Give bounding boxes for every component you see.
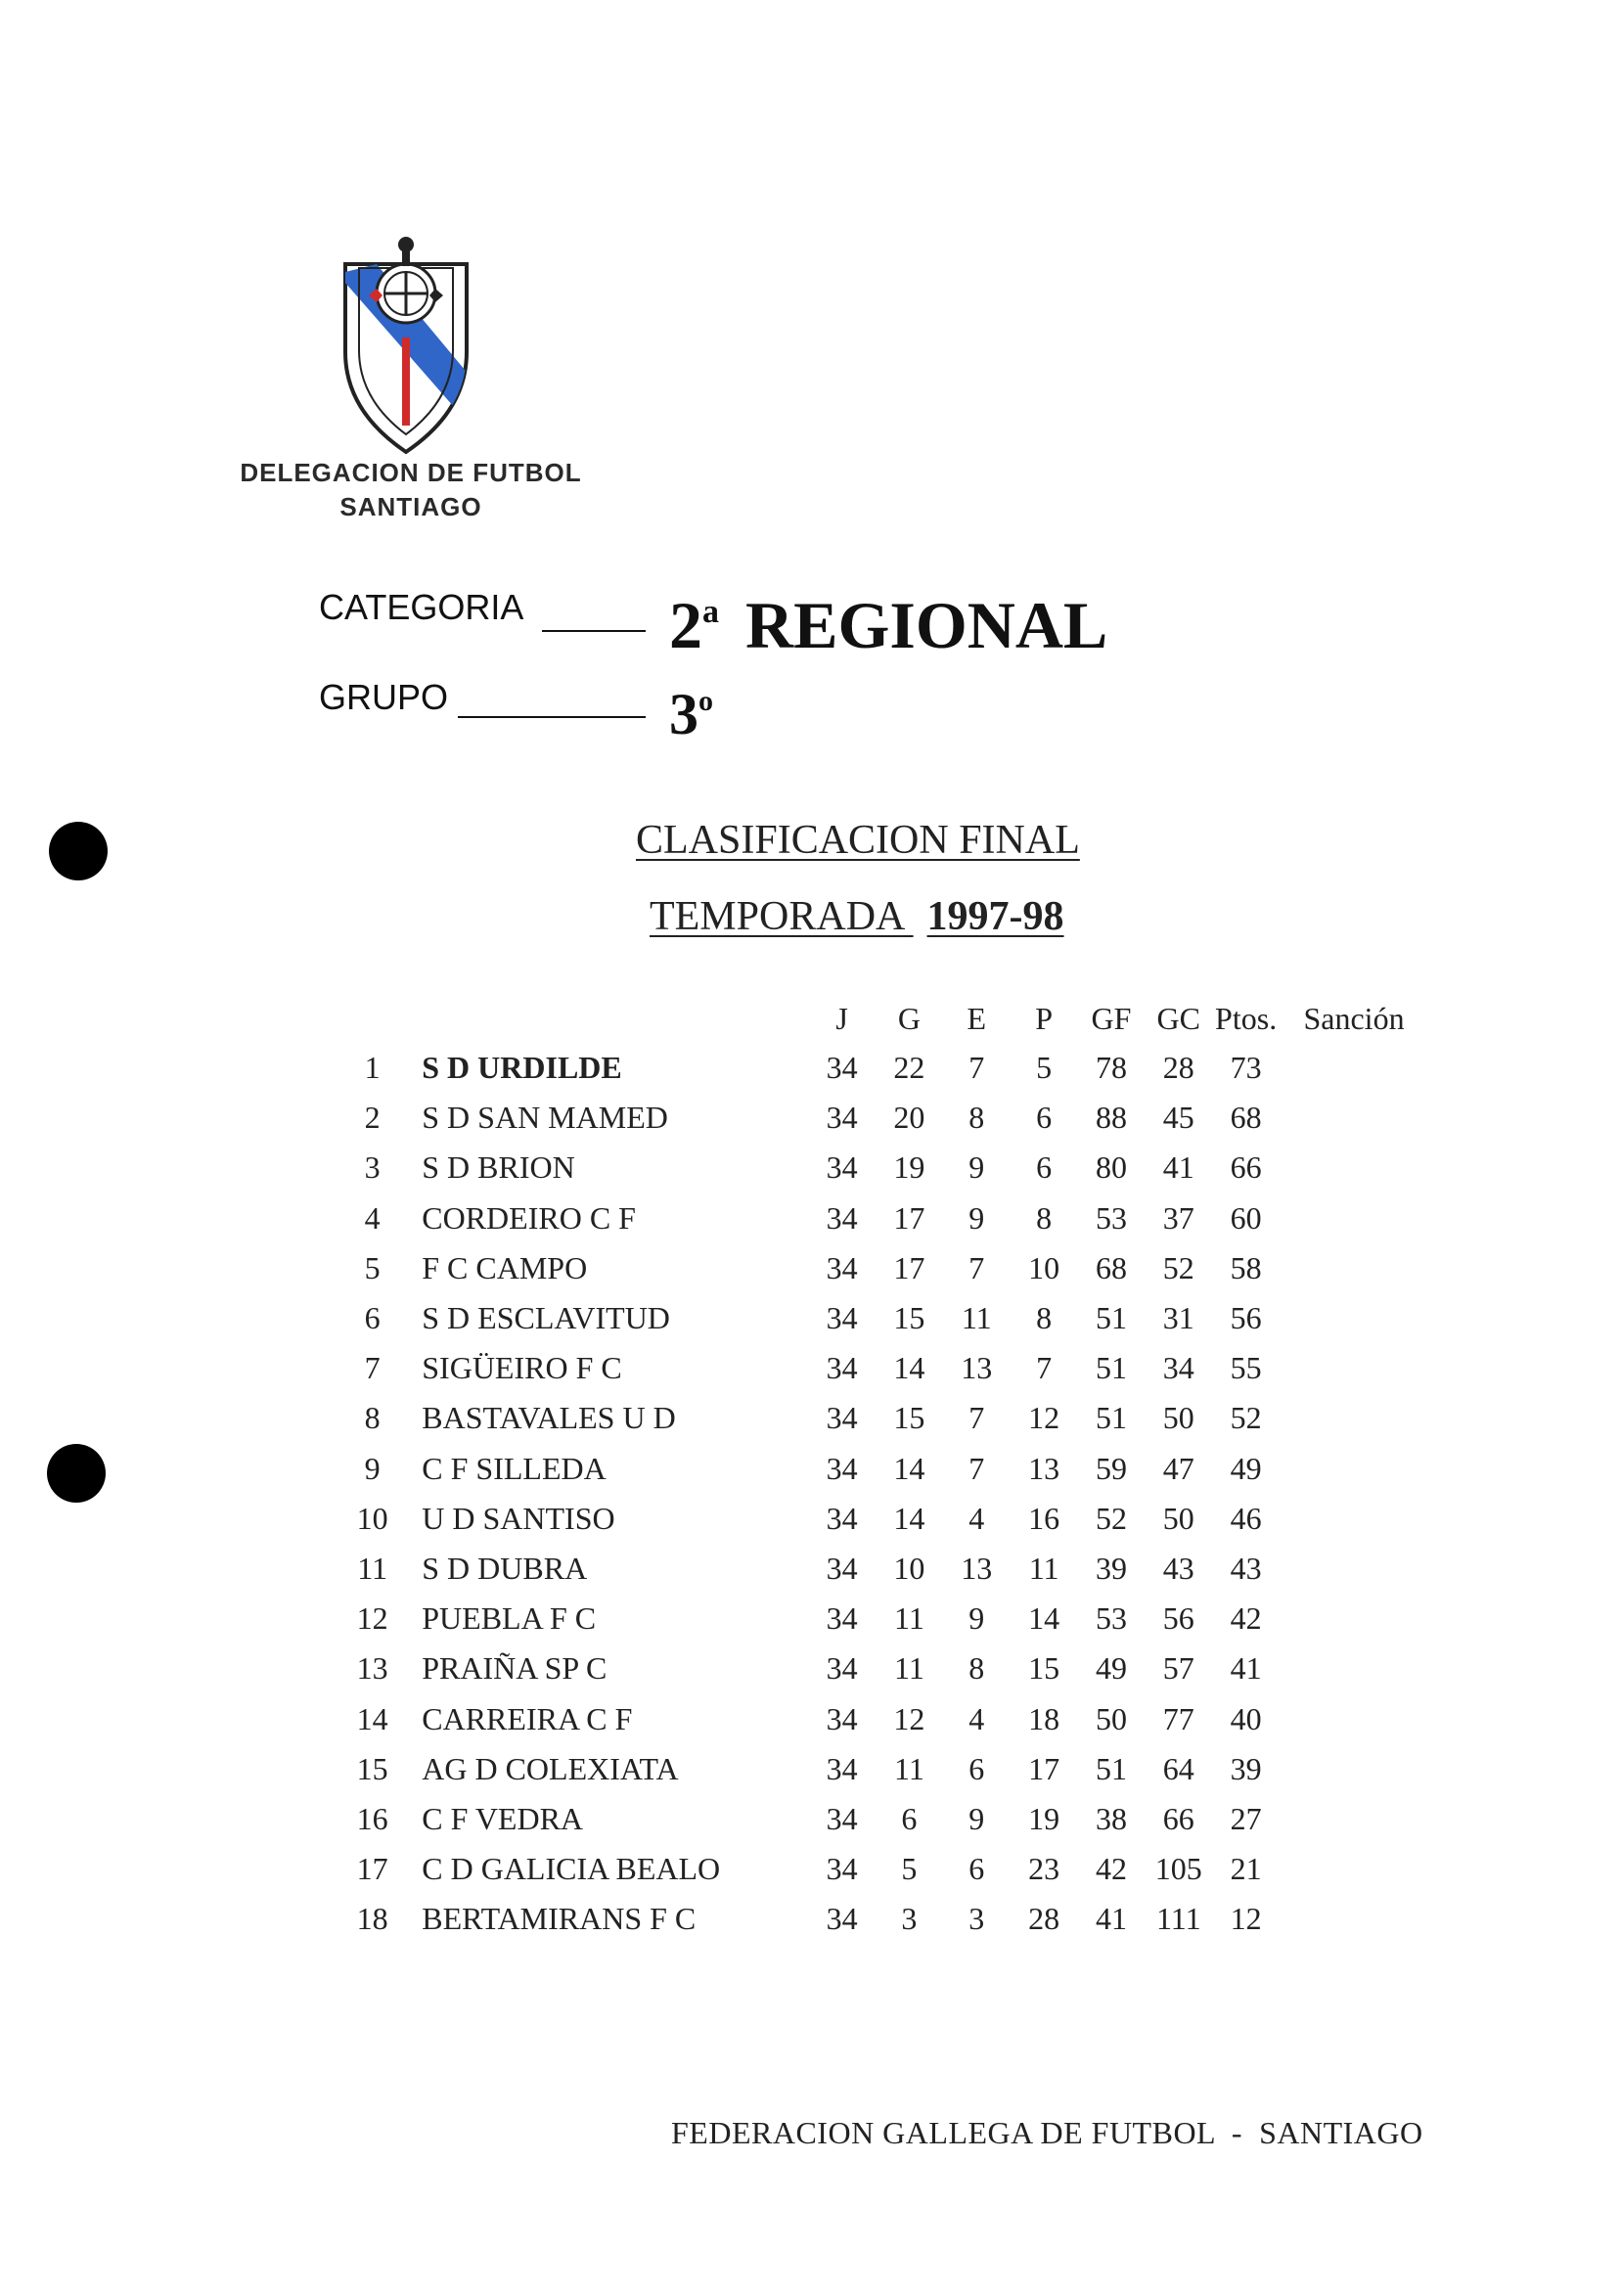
row-lost: 7 bbox=[1036, 1350, 1053, 1386]
table-row bbox=[323, 1744, 1428, 1794]
row-sanction bbox=[1280, 1894, 1428, 1944]
table-row bbox=[323, 1143, 1428, 1193]
row-drawn: 11 bbox=[961, 1300, 992, 1336]
row-position: 14 bbox=[356, 1700, 388, 1736]
row-drawn: 8 bbox=[968, 1650, 985, 1687]
row-sanction bbox=[1280, 1643, 1428, 1693]
group-label: GRUPO bbox=[319, 677, 449, 717]
row-sanction bbox=[1280, 1143, 1428, 1193]
row-team: CARREIRA C F bbox=[422, 1700, 633, 1736]
row-drawn: 9 bbox=[968, 1800, 985, 1836]
row-goals-for: 59 bbox=[1095, 1450, 1127, 1486]
row-lost: 17 bbox=[1028, 1750, 1060, 1786]
row-team: S D SAN MAMED bbox=[422, 1100, 668, 1136]
row-goals-for: 68 bbox=[1095, 1249, 1127, 1285]
row-lost: 14 bbox=[1028, 1600, 1060, 1637]
row-played: 34 bbox=[826, 1450, 858, 1486]
row-sanction bbox=[1280, 1544, 1428, 1594]
row-sanction bbox=[1280, 1844, 1428, 1894]
row-drawn: 6 bbox=[968, 1851, 985, 1887]
row-played: 34 bbox=[826, 1800, 858, 1836]
col-sanction: Sanción bbox=[1303, 1000, 1405, 1036]
row-drawn: 8 bbox=[968, 1100, 985, 1136]
row-drawn: 7 bbox=[968, 1400, 985, 1436]
row-points: 40 bbox=[1230, 1700, 1262, 1736]
row-sanction bbox=[1280, 1343, 1428, 1393]
row-position: 10 bbox=[356, 1500, 388, 1536]
row-won: 22 bbox=[893, 1050, 925, 1086]
row-goals-for: 51 bbox=[1095, 1400, 1127, 1436]
row-goals-for: 78 bbox=[1095, 1050, 1127, 1086]
row-goals-for: 53 bbox=[1095, 1600, 1127, 1637]
row-team: S D ESCLAVITUD bbox=[422, 1300, 670, 1336]
category-ordinal: a bbox=[702, 594, 719, 630]
table-row bbox=[323, 1494, 1428, 1544]
row-played: 34 bbox=[826, 1249, 858, 1285]
table-row bbox=[323, 1544, 1428, 1594]
row-goals-for: 88 bbox=[1095, 1100, 1127, 1136]
row-lost: 18 bbox=[1028, 1700, 1060, 1736]
row-goals-against: 57 bbox=[1162, 1650, 1194, 1687]
row-team: U D SANTISO bbox=[422, 1500, 615, 1536]
category-underline bbox=[542, 630, 646, 632]
row-goals-against: 31 bbox=[1162, 1300, 1194, 1336]
row-won: 12 bbox=[893, 1700, 925, 1736]
row-played: 34 bbox=[826, 1100, 858, 1136]
row-played: 34 bbox=[826, 1199, 858, 1236]
row-played: 34 bbox=[826, 1300, 858, 1336]
row-team: AG D COLEXIATA bbox=[422, 1750, 679, 1786]
row-drawn: 13 bbox=[961, 1350, 993, 1386]
row-position: 1 bbox=[364, 1050, 381, 1086]
row-position: 3 bbox=[364, 1149, 381, 1186]
group-underline bbox=[458, 716, 646, 718]
row-played: 34 bbox=[826, 1750, 858, 1786]
table-row bbox=[323, 1343, 1428, 1393]
row-won: 3 bbox=[901, 1901, 918, 1937]
row-points: 49 bbox=[1230, 1450, 1262, 1486]
row-points: 68 bbox=[1230, 1100, 1262, 1136]
row-position: 4 bbox=[364, 1199, 381, 1236]
row-position: 2 bbox=[364, 1100, 381, 1136]
row-goals-against: 43 bbox=[1162, 1550, 1194, 1586]
row-goals-against: 41 bbox=[1162, 1149, 1194, 1186]
row-goals-for: 53 bbox=[1095, 1199, 1127, 1236]
row-sanction bbox=[1280, 1794, 1428, 1844]
organization-city: SANTIAGO bbox=[339, 492, 482, 521]
table-row bbox=[323, 1293, 1428, 1343]
row-goals-against: 37 bbox=[1162, 1199, 1194, 1236]
row-lost: 16 bbox=[1028, 1500, 1060, 1536]
row-lost: 23 bbox=[1028, 1851, 1060, 1887]
row-position: 11 bbox=[357, 1550, 388, 1586]
row-goals-against: 50 bbox=[1162, 1500, 1194, 1536]
row-goals-against: 111 bbox=[1155, 1901, 1201, 1937]
row-won: 11 bbox=[894, 1750, 924, 1786]
row-sanction bbox=[1280, 1693, 1428, 1743]
row-played: 34 bbox=[826, 1350, 858, 1386]
row-goals-against: 66 bbox=[1162, 1800, 1194, 1836]
row-points: 56 bbox=[1230, 1300, 1262, 1336]
row-points: 43 bbox=[1230, 1550, 1262, 1586]
row-won: 14 bbox=[893, 1500, 925, 1536]
table-row bbox=[323, 1444, 1428, 1494]
row-goals-for: 42 bbox=[1095, 1851, 1127, 1887]
table-row bbox=[323, 1243, 1428, 1293]
row-team: PUEBLA F C bbox=[422, 1600, 597, 1637]
row-lost: 6 bbox=[1036, 1100, 1053, 1136]
row-sanction bbox=[1280, 1594, 1428, 1643]
row-goals-against: 105 bbox=[1154, 1851, 1202, 1887]
row-goals-against: 47 bbox=[1162, 1450, 1194, 1486]
row-position: 5 bbox=[364, 1249, 381, 1285]
category-text: REGIONAL bbox=[745, 588, 1108, 662]
row-lost: 8 bbox=[1036, 1199, 1053, 1236]
col-played: J bbox=[835, 1000, 848, 1036]
row-points: 42 bbox=[1230, 1600, 1262, 1637]
group-value bbox=[669, 682, 713, 746]
row-drawn: 4 bbox=[968, 1700, 985, 1736]
row-drawn: 4 bbox=[968, 1500, 985, 1536]
row-played: 34 bbox=[826, 1149, 858, 1186]
row-goals-for: 52 bbox=[1095, 1500, 1127, 1536]
col-drawn: E bbox=[967, 1000, 987, 1036]
row-won: 6 bbox=[901, 1800, 918, 1836]
row-points: 27 bbox=[1230, 1800, 1262, 1836]
row-lost: 15 bbox=[1028, 1650, 1060, 1687]
col-lost: P bbox=[1035, 1000, 1053, 1036]
punch-hole-bottom bbox=[47, 1444, 106, 1503]
col-goals-for: GF bbox=[1091, 1000, 1132, 1036]
table-row bbox=[323, 1794, 1428, 1844]
row-points: 66 bbox=[1230, 1149, 1262, 1186]
row-won: 14 bbox=[893, 1450, 925, 1486]
row-won: 15 bbox=[893, 1300, 925, 1336]
table-row bbox=[323, 1894, 1428, 1944]
group-ordinal: o bbox=[698, 685, 713, 717]
table-row bbox=[323, 1393, 1428, 1443]
row-points: 21 bbox=[1230, 1851, 1262, 1887]
row-points: 73 bbox=[1230, 1050, 1262, 1086]
standings-header-row bbox=[323, 994, 1428, 1043]
row-lost: 28 bbox=[1028, 1901, 1060, 1937]
row-sanction bbox=[1280, 1444, 1428, 1494]
row-team: S D BRION bbox=[422, 1149, 575, 1186]
row-won: 17 bbox=[893, 1199, 925, 1236]
row-team: BASTAVALES U D bbox=[422, 1400, 676, 1436]
row-team: C D GALICIA BEALO bbox=[422, 1851, 721, 1887]
row-played: 34 bbox=[826, 1500, 858, 1536]
row-goals-against: 45 bbox=[1162, 1100, 1194, 1136]
row-played: 34 bbox=[826, 1700, 858, 1736]
row-goals-for: 41 bbox=[1095, 1901, 1127, 1937]
row-sanction bbox=[1280, 1744, 1428, 1794]
table-row bbox=[323, 1093, 1428, 1143]
row-goals-for: 51 bbox=[1095, 1300, 1127, 1336]
row-won: 5 bbox=[901, 1851, 918, 1887]
col-goals-against: GC bbox=[1156, 1000, 1200, 1036]
row-position: 6 bbox=[364, 1300, 381, 1336]
table-row bbox=[323, 1844, 1428, 1894]
row-position: 17 bbox=[356, 1851, 388, 1887]
delegation-crest-icon bbox=[338, 235, 474, 455]
row-sanction bbox=[1280, 1293, 1428, 1343]
row-position: 15 bbox=[356, 1750, 388, 1786]
row-goals-for: 51 bbox=[1095, 1750, 1127, 1786]
row-sanction bbox=[1280, 1093, 1428, 1143]
row-won: 10 bbox=[893, 1550, 925, 1586]
row-drawn: 7 bbox=[968, 1249, 985, 1285]
row-points: 12 bbox=[1230, 1901, 1262, 1937]
row-position: 18 bbox=[356, 1901, 388, 1937]
row-lost: 13 bbox=[1028, 1450, 1060, 1486]
standings-title: CLASIFICACION FINAL bbox=[636, 818, 1080, 863]
row-goals-for: 38 bbox=[1095, 1800, 1127, 1836]
row-goals-for: 50 bbox=[1095, 1700, 1127, 1736]
row-won: 11 bbox=[894, 1650, 924, 1687]
table-row bbox=[323, 1643, 1428, 1693]
row-goals-against: 28 bbox=[1162, 1050, 1194, 1086]
row-lost: 12 bbox=[1028, 1400, 1060, 1436]
row-played: 34 bbox=[826, 1901, 858, 1937]
table-row bbox=[323, 1594, 1428, 1643]
row-sanction bbox=[1280, 1393, 1428, 1443]
col-team bbox=[422, 994, 808, 1043]
row-position: 13 bbox=[356, 1650, 388, 1687]
row-played: 34 bbox=[826, 1400, 858, 1436]
row-goals-against: 56 bbox=[1162, 1600, 1194, 1637]
row-sanction bbox=[1280, 1193, 1428, 1243]
row-drawn: 13 bbox=[961, 1550, 993, 1586]
row-played: 34 bbox=[826, 1600, 858, 1637]
category-label: CATEGORIA bbox=[319, 587, 524, 627]
row-won: 11 bbox=[894, 1600, 924, 1637]
row-won: 15 bbox=[893, 1400, 925, 1436]
row-points: 46 bbox=[1230, 1500, 1262, 1536]
row-goals-against: 52 bbox=[1162, 1249, 1194, 1285]
row-points: 39 bbox=[1230, 1750, 1262, 1786]
season-label: TEMPORADA bbox=[650, 894, 904, 939]
row-team: C F VEDRA bbox=[422, 1800, 584, 1836]
row-drawn: 7 bbox=[968, 1050, 985, 1086]
table-row bbox=[323, 1043, 1428, 1093]
row-team: C F SILLEDA bbox=[422, 1450, 607, 1486]
row-goals-against: 77 bbox=[1162, 1700, 1194, 1736]
row-lost: 5 bbox=[1036, 1050, 1053, 1086]
row-goals-against: 34 bbox=[1162, 1350, 1194, 1386]
category-number: 2 bbox=[669, 588, 702, 662]
row-lost: 10 bbox=[1028, 1249, 1060, 1285]
row-points: 58 bbox=[1230, 1249, 1262, 1285]
row-sanction bbox=[1280, 1494, 1428, 1544]
row-position: 8 bbox=[364, 1400, 381, 1436]
row-lost: 19 bbox=[1028, 1800, 1060, 1836]
season-value: 1997-98 bbox=[926, 894, 1064, 939]
row-position: 9 bbox=[364, 1450, 381, 1486]
row-goals-against: 64 bbox=[1162, 1750, 1194, 1786]
standings-body bbox=[323, 1043, 1428, 1944]
row-position: 7 bbox=[364, 1350, 381, 1386]
row-team: S D URDILDE bbox=[422, 1050, 622, 1086]
standings-table bbox=[323, 994, 1428, 1944]
row-drawn: 9 bbox=[968, 1149, 985, 1186]
row-played: 34 bbox=[826, 1851, 858, 1887]
row-points: 60 bbox=[1230, 1199, 1262, 1236]
row-points: 41 bbox=[1230, 1650, 1262, 1687]
row-points: 52 bbox=[1230, 1400, 1262, 1436]
row-drawn: 3 bbox=[968, 1901, 985, 1937]
row-team: CORDEIRO C F bbox=[422, 1199, 636, 1236]
row-won: 14 bbox=[893, 1350, 925, 1386]
row-goals-for: 51 bbox=[1095, 1350, 1127, 1386]
row-played: 34 bbox=[826, 1050, 858, 1086]
col-points: Ptos. bbox=[1215, 1000, 1278, 1036]
punch-hole-top bbox=[49, 822, 108, 880]
organization-name: DELEGACION DE FUTBOL bbox=[240, 458, 582, 487]
row-lost: 8 bbox=[1036, 1300, 1053, 1336]
row-points: 55 bbox=[1230, 1350, 1262, 1386]
row-team: SIGÜEIRO F C bbox=[422, 1350, 622, 1386]
row-goals-for: 49 bbox=[1095, 1650, 1127, 1687]
footer-federation: FEDERACION GALLEGA DE FUTBOL - SANTIAGO bbox=[671, 2115, 1423, 2150]
table-row bbox=[323, 1193, 1428, 1243]
row-drawn: 7 bbox=[968, 1450, 985, 1486]
row-played: 34 bbox=[826, 1650, 858, 1687]
row-drawn: 9 bbox=[968, 1199, 985, 1236]
col-won: G bbox=[897, 1000, 921, 1036]
row-position: 12 bbox=[356, 1600, 388, 1637]
row-drawn: 9 bbox=[968, 1600, 985, 1637]
table-row bbox=[323, 1693, 1428, 1743]
row-team: PRAIÑA SP C bbox=[422, 1650, 608, 1687]
row-won: 17 bbox=[893, 1249, 925, 1285]
row-team: BERTAMIRANS F C bbox=[422, 1901, 697, 1937]
group-number: 3 bbox=[669, 682, 698, 746]
row-team: F C CAMPO bbox=[422, 1249, 588, 1285]
season-line bbox=[650, 893, 1064, 940]
row-sanction bbox=[1280, 1043, 1428, 1093]
row-sanction bbox=[1280, 1243, 1428, 1293]
row-position: 16 bbox=[356, 1800, 388, 1836]
row-lost: 11 bbox=[1028, 1550, 1059, 1586]
row-won: 20 bbox=[893, 1100, 925, 1136]
row-won: 19 bbox=[893, 1149, 925, 1186]
row-goals-against: 50 bbox=[1162, 1400, 1194, 1436]
row-drawn: 6 bbox=[968, 1750, 985, 1786]
row-played: 34 bbox=[826, 1550, 858, 1586]
row-goals-for: 80 bbox=[1095, 1149, 1127, 1186]
col-position bbox=[323, 994, 422, 1043]
row-team: S D DUBRA bbox=[422, 1550, 588, 1586]
category-value bbox=[669, 588, 1108, 662]
row-lost: 6 bbox=[1036, 1149, 1053, 1186]
row-goals-for: 39 bbox=[1095, 1550, 1127, 1586]
